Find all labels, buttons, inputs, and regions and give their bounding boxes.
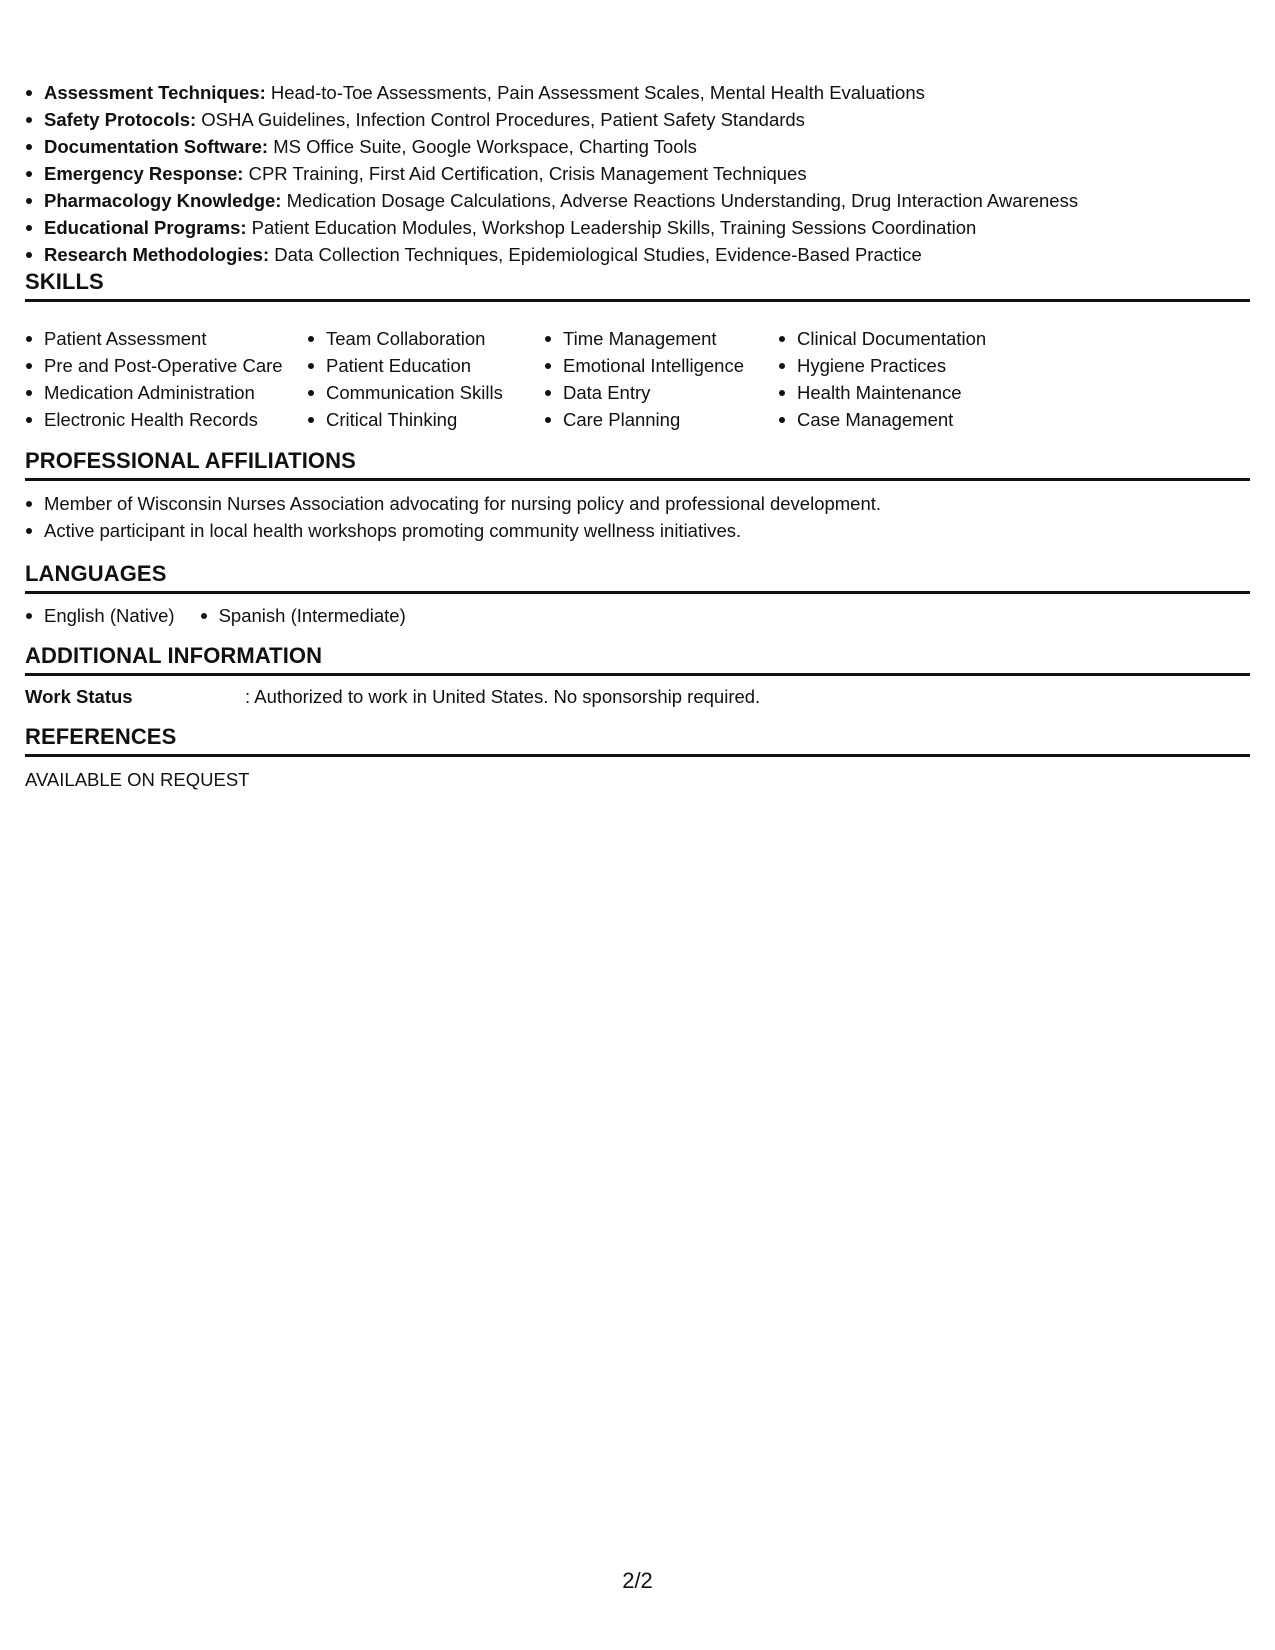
competency-item [25, 79, 1078, 106]
competency-text: OSHA Guidelines, Infection Control Procedures, Patient Safety Standards [196, 109, 805, 130]
skill-item: Electronic Health Records [25, 406, 285, 433]
skill-item: Case Management [778, 406, 1018, 433]
page-number: 2/2 [622, 1568, 653, 1593]
languages-row [25, 602, 431, 629]
references-heading: REFERENCES [25, 724, 1250, 757]
skill-item: Care Planning [544, 406, 756, 433]
competency-label: Pharmacology Knowledge: [44, 190, 282, 211]
competency-label: Research Methodologies: [44, 244, 270, 265]
competency-label: Assessment Techniques: [44, 82, 266, 103]
skills-column [778, 325, 1018, 433]
competency-item [25, 106, 1078, 133]
skills-column [307, 325, 522, 433]
skill-item: Medication Administration [25, 379, 285, 406]
skill-item: Team Collaboration [307, 325, 522, 352]
competencies-list [25, 79, 1078, 268]
work-status-row [25, 684, 760, 710]
language-item: Spanish (Intermediate) [200, 602, 406, 629]
skills-column [544, 325, 756, 433]
skill-item: Communication Skills [307, 379, 522, 406]
competency-text: Data Collection Techniques, Epidemiological Studies, Evidence-Based Practice [269, 244, 922, 265]
competency-item [25, 241, 1078, 268]
competency-item [25, 214, 1078, 241]
competency-label: Safety Protocols: [44, 109, 197, 130]
languages-list [25, 602, 431, 629]
competency-item [25, 187, 1078, 214]
affiliations-heading: PROFESSIONAL AFFILIATIONS [25, 448, 1250, 481]
work-status-label: Work Status [25, 686, 133, 707]
competency-text: MS Office Suite, Google Workspace, Charting Tools [268, 136, 697, 157]
competency-text: CPR Training, First Aid Certification, Crisis Management Techniques [243, 163, 807, 184]
skill-item: Clinical Documentation [778, 325, 1018, 352]
additional-info-heading: ADDITIONAL INFORMATION [25, 643, 1250, 676]
skill-item: Pre and Post-Operative Care [25, 352, 285, 379]
languages-heading: LANGUAGES [25, 561, 1250, 594]
affiliation-item: Active participant in local health workshops promoting community wellness initiatives. [25, 517, 881, 544]
competency-text: Head-to-Toe Assessments, Pain Assessment Scales, Mental Health Evaluations [265, 82, 925, 103]
skills-column [25, 325, 285, 433]
skill-item: Time Management [544, 325, 756, 352]
competency-label: Documentation Software: [44, 136, 269, 157]
competency-text: Medication Dosage Calculations, Adverse Reactions Understanding, Drug Interaction Awareness [281, 190, 1079, 211]
affiliations-list [25, 490, 881, 544]
skill-item: Health Maintenance [778, 379, 1018, 406]
competency-item [25, 160, 1078, 187]
references-text: AVAILABLE ON REQUEST [25, 769, 250, 790]
competency-label: Emergency Response: [44, 163, 244, 184]
skill-item: Data Entry [544, 379, 756, 406]
competency-label: Educational Programs: [44, 217, 247, 238]
work-status-value: : Authorized to work in United States. No sponsorship required. [245, 686, 761, 707]
affiliation-item: Member of Wisconsin Nurses Association advocating for nursing policy and professional development. [25, 490, 881, 517]
skill-item: Critical Thinking [307, 406, 522, 433]
skills-grid [25, 325, 1040, 433]
skill-item: Patient Education [307, 352, 522, 379]
language-item: English (Native) [25, 602, 175, 629]
skill-item: Patient Assessment [25, 325, 285, 352]
competency-item [25, 133, 1078, 160]
competency-text: Patient Education Modules, Workshop Leadership Skills, Training Sessions Coordination [246, 217, 977, 238]
skill-item: Hygiene Practices [778, 352, 1018, 379]
skill-item: Emotional Intelligence [544, 352, 756, 379]
skills-heading: SKILLS [25, 269, 1250, 302]
